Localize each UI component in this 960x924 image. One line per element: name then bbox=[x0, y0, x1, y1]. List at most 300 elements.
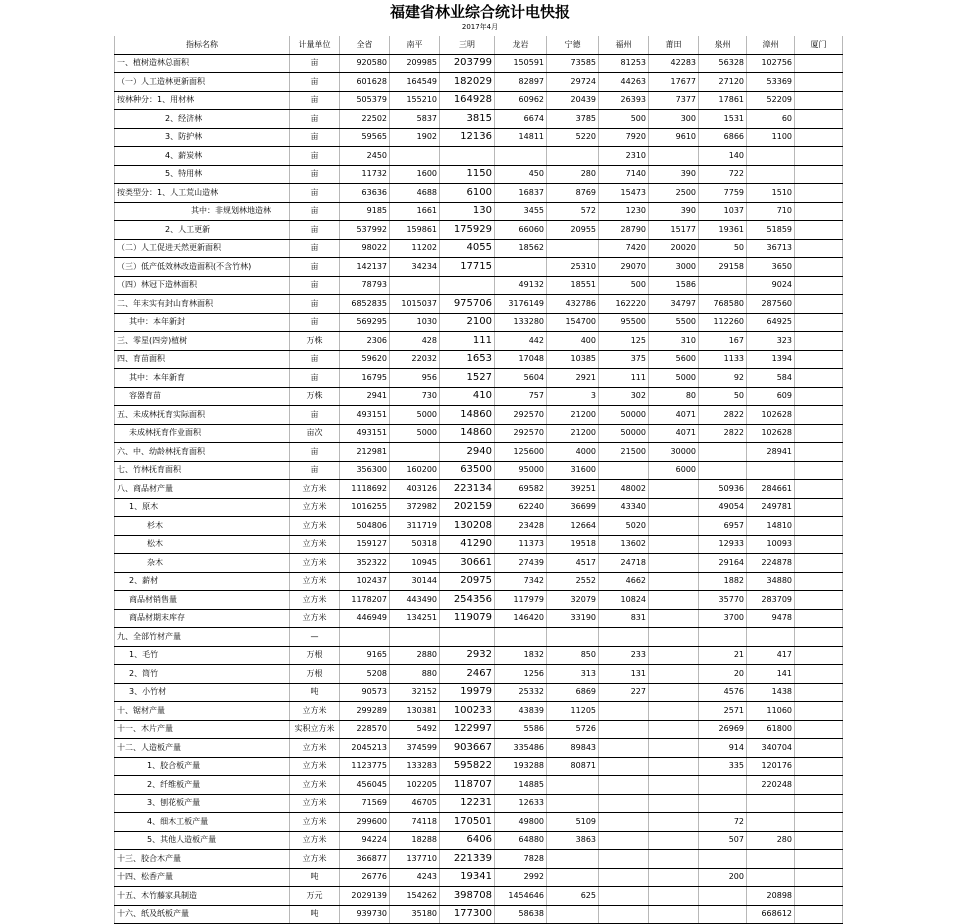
value-cell bbox=[649, 517, 699, 536]
value-cell: 200 bbox=[699, 868, 747, 887]
value-cell bbox=[699, 887, 747, 906]
unit-cell: 立方米 bbox=[290, 776, 340, 795]
value-cell: 30661 bbox=[440, 554, 495, 573]
value-cell bbox=[795, 813, 843, 832]
statistics-table bbox=[114, 36, 843, 924]
value-cell: 19341 bbox=[440, 868, 495, 887]
value-cell: 72 bbox=[699, 813, 747, 832]
table-row bbox=[115, 646, 843, 665]
value-cell: 4071 bbox=[649, 406, 699, 425]
unit-cell: 亩次 bbox=[290, 424, 340, 443]
value-cell: 254356 bbox=[440, 591, 495, 610]
value-cell: 12136 bbox=[440, 128, 495, 147]
value-cell bbox=[599, 720, 649, 739]
indicator-name: 十二、人造板产量 bbox=[115, 739, 290, 758]
value-cell: 956 bbox=[390, 369, 440, 388]
value-cell: 95000 bbox=[495, 461, 547, 480]
column-header: 指标名称 bbox=[115, 36, 290, 54]
value-cell: 19518 bbox=[547, 535, 599, 554]
value-cell: 4517 bbox=[547, 554, 599, 573]
value-cell: 1600 bbox=[390, 165, 440, 184]
value-cell bbox=[699, 794, 747, 813]
table-header-row bbox=[115, 36, 843, 54]
value-cell: 18562 bbox=[495, 239, 547, 258]
value-cell bbox=[747, 868, 795, 887]
indicator-name: 1、胶合板产量 bbox=[115, 757, 290, 776]
unit-cell: 亩 bbox=[290, 91, 340, 110]
value-cell: 48002 bbox=[599, 480, 649, 499]
value-cell bbox=[795, 480, 843, 499]
value-cell: 11205 bbox=[547, 702, 599, 721]
value-cell bbox=[599, 850, 649, 869]
value-cell: 1016255 bbox=[340, 498, 390, 517]
value-cell: 595822 bbox=[440, 757, 495, 776]
value-cell bbox=[599, 831, 649, 850]
table-row bbox=[115, 91, 843, 110]
value-cell: 4071 bbox=[649, 424, 699, 443]
unit-cell: 亩 bbox=[290, 350, 340, 369]
value-cell: 14860 bbox=[440, 406, 495, 425]
indicator-name: 2、筒竹 bbox=[115, 665, 290, 684]
indicator-name: 其中：非规划林地造林 bbox=[115, 202, 290, 221]
value-cell: 25310 bbox=[547, 258, 599, 277]
value-cell: 287560 bbox=[747, 295, 795, 314]
value-cell: 17861 bbox=[699, 91, 747, 110]
value-cell bbox=[649, 702, 699, 721]
value-cell: 227 bbox=[599, 683, 649, 702]
indicator-name: 杂木 bbox=[115, 554, 290, 573]
value-cell: 500 bbox=[599, 110, 649, 129]
value-cell bbox=[747, 165, 795, 184]
value-cell: 12633 bbox=[495, 794, 547, 813]
value-cell bbox=[795, 554, 843, 573]
value-cell: 34234 bbox=[390, 258, 440, 277]
value-cell: 61800 bbox=[747, 720, 795, 739]
unit-cell: 亩 bbox=[290, 54, 340, 73]
value-cell: 64880 bbox=[495, 831, 547, 850]
value-cell: 102205 bbox=[390, 776, 440, 795]
value-cell: 130381 bbox=[390, 702, 440, 721]
value-cell: 2450 bbox=[340, 147, 390, 166]
value-cell: 60 bbox=[747, 110, 795, 129]
value-cell: 28941 bbox=[747, 443, 795, 462]
value-cell: 140 bbox=[699, 147, 747, 166]
value-cell: 30000 bbox=[649, 443, 699, 462]
value-cell bbox=[649, 850, 699, 869]
value-cell bbox=[649, 905, 699, 924]
value-cell bbox=[390, 443, 440, 462]
value-cell: 1653 bbox=[440, 350, 495, 369]
value-cell: 64925 bbox=[747, 313, 795, 332]
unit-cell: 亩 bbox=[290, 184, 340, 203]
value-cell bbox=[795, 406, 843, 425]
value-cell: 4688 bbox=[390, 184, 440, 203]
unit-cell: 亩 bbox=[290, 406, 340, 425]
indicator-name: 六、中、幼龄林抚育面积 bbox=[115, 443, 290, 462]
value-cell bbox=[795, 276, 843, 295]
report-period: 2017年4月 bbox=[461, 23, 499, 31]
value-cell: 209985 bbox=[390, 54, 440, 73]
value-cell bbox=[547, 147, 599, 166]
table-row bbox=[115, 554, 843, 573]
unit-cell: 万元 bbox=[290, 887, 340, 906]
value-cell: 292570 bbox=[495, 406, 547, 425]
value-cell: 56328 bbox=[699, 54, 747, 73]
value-cell: 51859 bbox=[747, 221, 795, 240]
value-cell: 78793 bbox=[340, 276, 390, 295]
value-cell: 1037 bbox=[699, 202, 747, 221]
value-cell: 335 bbox=[699, 757, 747, 776]
value-cell: 13602 bbox=[599, 535, 649, 554]
table-row bbox=[115, 258, 843, 277]
value-cell: 155210 bbox=[390, 91, 440, 110]
value-cell: 34880 bbox=[747, 572, 795, 591]
value-cell bbox=[440, 628, 495, 647]
value-cell: 160200 bbox=[390, 461, 440, 480]
indicator-name: 商品材期末库存 bbox=[115, 609, 290, 628]
indicator-name: 其中：本年新封 bbox=[115, 313, 290, 332]
indicator-name: 四、育苗面积 bbox=[115, 350, 290, 369]
value-cell: 7377 bbox=[649, 91, 699, 110]
table-row bbox=[115, 535, 843, 554]
table-row bbox=[115, 813, 843, 832]
indicator-name: 1、毛竹 bbox=[115, 646, 290, 665]
table-row bbox=[115, 868, 843, 887]
table-row bbox=[115, 239, 843, 258]
report-title: 福建省林业综合统计电快报 bbox=[389, 3, 570, 21]
value-cell bbox=[795, 387, 843, 406]
table-row bbox=[115, 628, 843, 647]
value-cell: 154700 bbox=[547, 313, 599, 332]
value-cell bbox=[390, 276, 440, 295]
value-cell: 9478 bbox=[747, 609, 795, 628]
table-row bbox=[115, 221, 843, 240]
value-cell bbox=[795, 794, 843, 813]
value-cell: 20955 bbox=[547, 221, 599, 240]
indicator-name: 5、其他人造板产量 bbox=[115, 831, 290, 850]
value-cell: 3455 bbox=[495, 202, 547, 221]
value-cell: 1178207 bbox=[340, 591, 390, 610]
value-cell: 49054 bbox=[699, 498, 747, 517]
value-cell: 44263 bbox=[599, 73, 649, 92]
value-cell: 34797 bbox=[649, 295, 699, 314]
value-cell: 29164 bbox=[699, 554, 747, 573]
unit-cell: 亩 bbox=[290, 276, 340, 295]
value-cell bbox=[649, 739, 699, 758]
table-row bbox=[115, 461, 843, 480]
value-cell: 500 bbox=[599, 276, 649, 295]
value-cell bbox=[699, 461, 747, 480]
unit-cell: 万株 bbox=[290, 387, 340, 406]
table-row bbox=[115, 387, 843, 406]
value-cell bbox=[547, 850, 599, 869]
value-cell bbox=[440, 147, 495, 166]
value-cell: 292570 bbox=[495, 424, 547, 443]
value-cell bbox=[599, 887, 649, 906]
value-cell: 7920 bbox=[599, 128, 649, 147]
value-cell: 130208 bbox=[440, 517, 495, 536]
value-cell: 398708 bbox=[440, 887, 495, 906]
unit-cell: 亩 bbox=[290, 165, 340, 184]
value-cell: 49132 bbox=[495, 276, 547, 295]
unit-cell: 吨 bbox=[290, 683, 340, 702]
value-cell bbox=[795, 702, 843, 721]
value-cell bbox=[795, 572, 843, 591]
value-cell: 299289 bbox=[340, 702, 390, 721]
indicator-name: 未成林抚育作业面积 bbox=[115, 424, 290, 443]
value-cell bbox=[747, 850, 795, 869]
value-cell bbox=[495, 628, 547, 647]
value-cell bbox=[699, 776, 747, 795]
column-header: 莆田 bbox=[649, 36, 699, 54]
unit-cell: 立方米 bbox=[290, 850, 340, 869]
value-cell: 49800 bbox=[495, 813, 547, 832]
table-row bbox=[115, 480, 843, 499]
value-cell: 21 bbox=[699, 646, 747, 665]
value-cell: 456045 bbox=[340, 776, 390, 795]
value-cell bbox=[547, 794, 599, 813]
value-cell: 137710 bbox=[390, 850, 440, 869]
value-cell bbox=[795, 776, 843, 795]
indicator-name: 五、未成林抚育实际面积 bbox=[115, 406, 290, 425]
indicator-name: 5、特用林 bbox=[115, 165, 290, 184]
value-cell: 141 bbox=[747, 665, 795, 684]
table-row bbox=[115, 739, 843, 758]
value-cell: 2467 bbox=[440, 665, 495, 684]
value-cell: 5000 bbox=[390, 406, 440, 425]
value-cell: 1902 bbox=[390, 128, 440, 147]
indicator-name: 七、竹林抚育面积 bbox=[115, 461, 290, 480]
value-cell: 5109 bbox=[547, 813, 599, 832]
column-header: 漳州 bbox=[747, 36, 795, 54]
value-cell bbox=[599, 868, 649, 887]
value-cell bbox=[649, 591, 699, 610]
unit-cell: 亩 bbox=[290, 239, 340, 258]
unit-cell: — bbox=[290, 628, 340, 647]
value-cell: 6866 bbox=[699, 128, 747, 147]
value-cell bbox=[795, 535, 843, 554]
value-cell bbox=[649, 665, 699, 684]
value-cell: 66060 bbox=[495, 221, 547, 240]
value-cell: 5000 bbox=[390, 424, 440, 443]
value-cell: 224878 bbox=[747, 554, 795, 573]
column-header: 宁德 bbox=[547, 36, 599, 54]
value-cell: 1882 bbox=[699, 572, 747, 591]
value-cell: 1230 bbox=[599, 202, 649, 221]
value-cell: 313 bbox=[547, 665, 599, 684]
value-cell: 400 bbox=[547, 332, 599, 351]
table-row bbox=[115, 276, 843, 295]
value-cell bbox=[795, 850, 843, 869]
value-cell: 3785 bbox=[547, 110, 599, 129]
value-cell: 32079 bbox=[547, 591, 599, 610]
value-cell bbox=[795, 295, 843, 314]
value-cell: 5492 bbox=[390, 720, 440, 739]
value-cell: 443490 bbox=[390, 591, 440, 610]
table-row bbox=[115, 443, 843, 462]
value-cell: 2992 bbox=[495, 868, 547, 887]
value-cell: 11060 bbox=[747, 702, 795, 721]
value-cell: 43839 bbox=[495, 702, 547, 721]
table-row bbox=[115, 572, 843, 591]
value-cell: 134251 bbox=[390, 609, 440, 628]
table-row bbox=[115, 591, 843, 610]
value-cell: 58638 bbox=[495, 905, 547, 924]
value-cell bbox=[795, 868, 843, 887]
table-row bbox=[115, 184, 843, 203]
value-cell bbox=[795, 683, 843, 702]
value-cell: 5586 bbox=[495, 720, 547, 739]
value-cell bbox=[649, 776, 699, 795]
value-cell bbox=[747, 628, 795, 647]
value-cell bbox=[649, 554, 699, 573]
table-row bbox=[115, 720, 843, 739]
value-cell: 221339 bbox=[440, 850, 495, 869]
value-cell: 202159 bbox=[440, 498, 495, 517]
value-cell: 3176149 bbox=[495, 295, 547, 314]
unit-cell: 万株 bbox=[290, 332, 340, 351]
value-cell: 26393 bbox=[599, 91, 649, 110]
unit-cell: 亩 bbox=[290, 258, 340, 277]
value-cell: 3815 bbox=[440, 110, 495, 129]
value-cell: 50318 bbox=[390, 535, 440, 554]
value-cell: 428 bbox=[390, 332, 440, 351]
value-cell bbox=[795, 517, 843, 536]
value-cell: 2941 bbox=[340, 387, 390, 406]
value-cell bbox=[795, 184, 843, 203]
value-cell: 280 bbox=[747, 831, 795, 850]
value-cell bbox=[699, 850, 747, 869]
value-cell bbox=[795, 202, 843, 221]
value-cell: 164928 bbox=[440, 91, 495, 110]
value-cell: 2310 bbox=[599, 147, 649, 166]
value-cell: 1100 bbox=[747, 128, 795, 147]
value-cell bbox=[795, 221, 843, 240]
value-cell: 39251 bbox=[547, 480, 599, 499]
value-cell: 29070 bbox=[599, 258, 649, 277]
table-row bbox=[115, 73, 843, 92]
value-cell: 668612 bbox=[747, 905, 795, 924]
value-cell: 29158 bbox=[699, 258, 747, 277]
indicator-name: 按林种分：1、用材林 bbox=[115, 91, 290, 110]
value-cell: 22502 bbox=[340, 110, 390, 129]
value-cell bbox=[599, 739, 649, 758]
value-cell: 21200 bbox=[547, 406, 599, 425]
table-row bbox=[115, 794, 843, 813]
value-cell: 4243 bbox=[390, 868, 440, 887]
value-cell bbox=[649, 480, 699, 499]
value-cell: 1030 bbox=[390, 313, 440, 332]
table-row bbox=[115, 110, 843, 129]
indicator-name: （一）人工造林更新面积 bbox=[115, 73, 290, 92]
value-cell: 249781 bbox=[747, 498, 795, 517]
value-cell bbox=[795, 110, 843, 129]
value-cell: 117979 bbox=[495, 591, 547, 610]
value-cell: 903667 bbox=[440, 739, 495, 758]
value-cell: 29724 bbox=[547, 73, 599, 92]
value-cell bbox=[795, 332, 843, 351]
value-cell: 50000 bbox=[599, 406, 649, 425]
value-cell: 30144 bbox=[390, 572, 440, 591]
value-cell: 118707 bbox=[440, 776, 495, 795]
value-cell: 375 bbox=[599, 350, 649, 369]
unit-cell: 实积立方米 bbox=[290, 720, 340, 739]
indicator-name: 十、锯材产量 bbox=[115, 702, 290, 721]
value-cell bbox=[649, 757, 699, 776]
value-cell bbox=[599, 813, 649, 832]
value-cell: 20898 bbox=[747, 887, 795, 906]
value-cell: 5208 bbox=[340, 665, 390, 684]
value-cell: 12933 bbox=[699, 535, 747, 554]
value-cell bbox=[649, 628, 699, 647]
indicator-name: 3、小竹材 bbox=[115, 683, 290, 702]
value-cell bbox=[795, 258, 843, 277]
value-cell: 601628 bbox=[340, 73, 390, 92]
value-cell: 15473 bbox=[599, 184, 649, 203]
value-cell: 146420 bbox=[495, 609, 547, 628]
value-cell bbox=[495, 258, 547, 277]
value-cell: 50000 bbox=[599, 424, 649, 443]
value-cell: 1510 bbox=[747, 184, 795, 203]
value-cell: 28790 bbox=[599, 221, 649, 240]
value-cell: 374599 bbox=[390, 739, 440, 758]
value-cell: 102628 bbox=[747, 406, 795, 425]
value-cell: 1118692 bbox=[340, 480, 390, 499]
value-cell: 2571 bbox=[699, 702, 747, 721]
value-cell bbox=[547, 776, 599, 795]
value-cell: 6100 bbox=[440, 184, 495, 203]
table-row bbox=[115, 313, 843, 332]
value-cell: 299600 bbox=[340, 813, 390, 832]
value-cell bbox=[795, 147, 843, 166]
value-cell: 609 bbox=[747, 387, 795, 406]
unit-cell: 立方米 bbox=[290, 702, 340, 721]
value-cell: 52209 bbox=[747, 91, 795, 110]
value-cell: 41290 bbox=[440, 535, 495, 554]
value-cell bbox=[795, 887, 843, 906]
value-cell: 112260 bbox=[699, 313, 747, 332]
value-cell: 233 bbox=[599, 646, 649, 665]
value-cell: 36713 bbox=[747, 239, 795, 258]
value-cell: 446949 bbox=[340, 609, 390, 628]
value-cell: 9610 bbox=[649, 128, 699, 147]
indicator-name: 十五、木竹藤家具制造 bbox=[115, 887, 290, 906]
value-cell: 9165 bbox=[340, 646, 390, 665]
value-cell: 302 bbox=[599, 387, 649, 406]
value-cell bbox=[390, 628, 440, 647]
value-cell: 335486 bbox=[495, 739, 547, 758]
value-cell: 59565 bbox=[340, 128, 390, 147]
value-cell bbox=[795, 609, 843, 628]
value-cell: 356300 bbox=[340, 461, 390, 480]
value-cell: 81253 bbox=[599, 54, 649, 73]
value-cell: 175929 bbox=[440, 221, 495, 240]
indicator-name: 2、人工更新 bbox=[115, 221, 290, 240]
unit-cell: 立方米 bbox=[290, 535, 340, 554]
value-cell: 9024 bbox=[747, 276, 795, 295]
value-cell bbox=[795, 239, 843, 258]
value-cell: 50 bbox=[699, 239, 747, 258]
column-header: 福州 bbox=[599, 36, 649, 54]
value-cell: 5726 bbox=[547, 720, 599, 739]
value-cell bbox=[795, 720, 843, 739]
table-row bbox=[115, 128, 843, 147]
value-cell: 228570 bbox=[340, 720, 390, 739]
unit-cell: 亩 bbox=[290, 73, 340, 92]
value-cell: 177300 bbox=[440, 905, 495, 924]
value-cell bbox=[795, 757, 843, 776]
value-cell: 63500 bbox=[440, 461, 495, 480]
